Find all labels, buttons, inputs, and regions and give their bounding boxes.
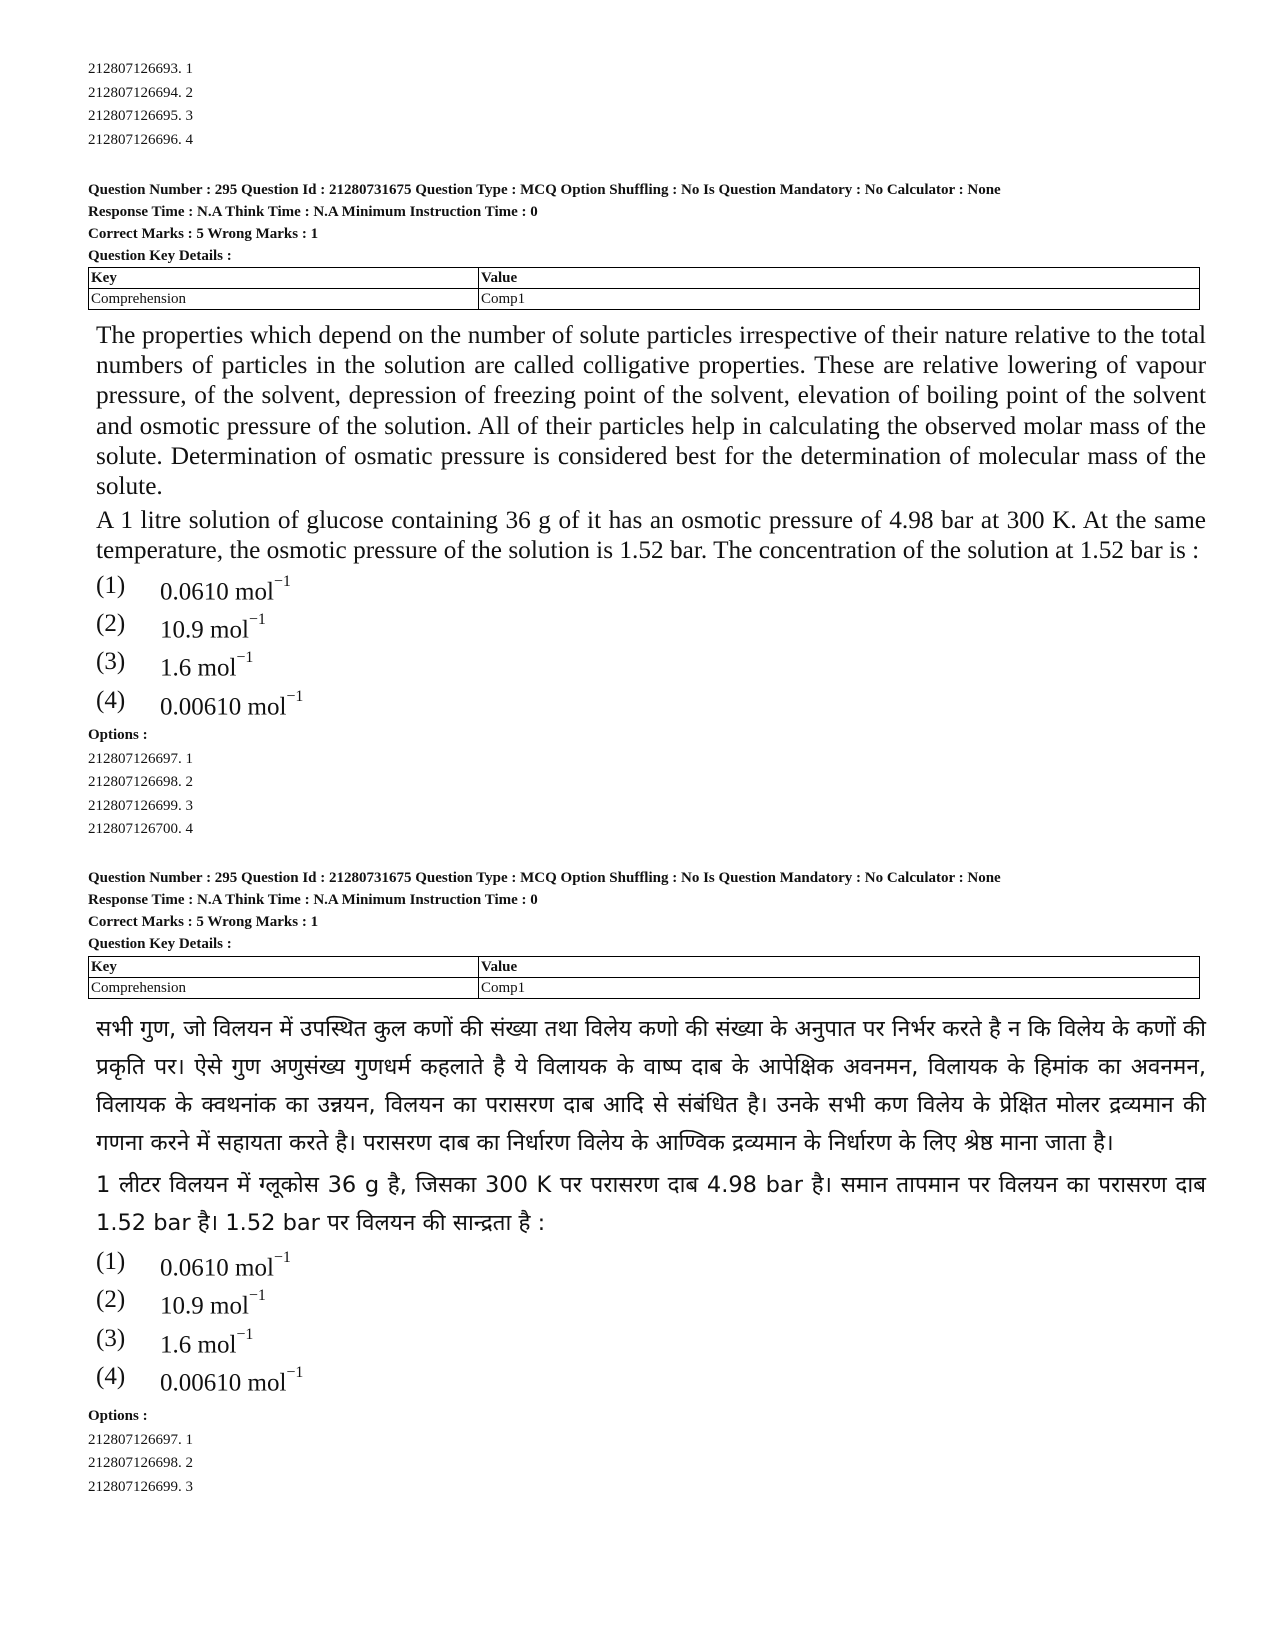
table-cell-key: Comprehension [89,978,479,999]
table-cell-value: Comp1 [479,978,1200,999]
table-row [89,978,1200,999]
passage-paragraph: The properties which depend on the number of solute particles irrespective of their nature relative to the total numbers of particles in the solution are called colligative properties. These are relative lowering of vapour pressure, of the solvent, depression of freezing point of the solvent, elevation of boiling point of the solvent and osmotic pressure of the solution. All of their particles help in calculating the observed molar mass of the solute. Determination of osmatic pressure is considered best for the determination of molecular mass of the solute. [96,321,1206,501]
table-cell-value: Comp1 [479,289,1200,310]
option-item: 212807126696. 4 [88,131,193,148]
question-stem: A 1 litre solution of glucose containing 36 g of it has an osmotic pressure of 4.98 bar at 300 K. At the same temperature, the osmotic pressure of the solution is 1.52 bar. The concentration of the solution at 1.52 bar is : [96,506,1206,565]
answer-choices [96,570,1206,723]
table-header-row [89,957,1200,978]
answer-choice [96,1246,1206,1284]
key-details-label: Question Key Details : [88,936,232,952]
option-item: 212807126699. 3 [88,1478,193,1495]
choice-text: 0.0610 mol$^{-1}$ [160,572,291,605]
question-meta-line2: Response Time : N.A Think Time : N.A Minimum Instruction Time : 0 [88,892,538,908]
answer-choice [96,1323,1206,1361]
question-2-meta [88,868,1188,956]
option-item: 212807126693. 1 [88,61,193,77]
question-stem: 1 लीटर विलयन में ग्लूकोस 36 g है, जिसका 300 K पर परासरण दाब 4.98 bar है। समान तापमान पर विलयन का परासरण दाब 1.52 bar है। 1.52 bar पर विलयन की सान्द्रता है : [96,1172,1206,1236]
option-item: 212807126695. 3 [88,108,193,124]
answer-choices [96,1246,1206,1399]
option-item: 212807126697. 1 [88,1431,193,1448]
question-meta-line1: Question Number : 295 Question Id : 21280731675 Question Type : MCQ Option Shuffling : No Is Question Mandatory : No Calculator : None [88,870,1001,886]
option-item: 212807126697. 1 [88,750,193,767]
options-label: Options : [88,727,148,743]
option-item: 212807126694. 2 [88,84,193,101]
table-cell-key: Comprehension [89,289,479,310]
question-meta-line2: Response Time : N.A Think Time : N.A Minimum Instruction Time : 0 [88,204,538,220]
options-label: Options : [88,1408,148,1424]
table-header-value: Value [479,957,1200,978]
key-details-label: Question Key Details : [88,248,232,264]
choice-text: 0.0610 mol$^{-1}$ [160,1249,291,1282]
choice-number: (2) [96,609,126,637]
choice-text: 0.00610 mol$^{-1}$ [160,687,304,720]
option-item: 212807126699. 3 [88,797,193,814]
table-header-key: Key [89,268,479,289]
choice-text: 10.9 mol$^{-1}$ [160,1287,266,1320]
table-header-value: Value [479,268,1200,289]
choice-text: 1.6 mol$^{-1}$ [160,1325,254,1358]
question-meta-line1: Question Number : 295 Question Id : 21280731675 Question Type : MCQ Option Shuffling : No Is Question Mandatory : No Calculator : None [88,182,1001,198]
answer-choice [96,1361,1206,1399]
choice-text: 0.00610 mol$^{-1}$ [160,1363,304,1397]
choice-number: (2) [96,1286,126,1314]
answer-choice [96,646,1206,684]
question-1-passage [96,320,1206,723]
choice-text: 1.6 mol$^{-1}$ [160,649,254,682]
choice-number: (1) [96,571,126,599]
question-2-passage [96,1010,1206,1399]
option-item: 212807126700. 4 [88,821,193,837]
top-options-list [88,58,193,152]
choice-number: (4) [96,1362,126,1390]
answer-choice [96,608,1206,646]
question-marks: Correct Marks : 5 Wrong Marks : 1 [88,914,319,930]
question-marks: Correct Marks : 5 Wrong Marks : 1 [88,226,319,242]
option-item: 212807126698. 2 [88,1455,193,1471]
choice-number: (4) [96,686,126,714]
choice-text: 10.9 mol$^{-1}$ [160,610,266,644]
table-row [89,289,1200,310]
question-2-options [88,1405,193,1499]
table-header-row [89,268,1200,289]
answer-choice [96,1284,1206,1322]
question-2-key-table [88,956,1200,999]
answer-choice [96,570,1206,608]
choice-number: (3) [96,648,126,676]
option-item: 212807126698. 2 [88,774,193,790]
passage-paragraph: सभी गुण, जो विलयन में उपस्थित कुल कणों की संख्या तथा विलेय कणो की संख्या के अनुपात पर निर्भर करते है न कि विलेय के कणों की प्रकृति पर। ऐसे गुण अणुसंख्य गुणधर्म कहलाते है ये विलायक के वाष्प दाब के आपेक्षिक अवनमन, विलायक के हिमांक का अवनमन, विलायक के क्वथनांक का उन्नयन, विलयन का परासरण दाब आदि से संबंधित है। उनके सभी कण विलेय के प्रेक्षित मोलर द्रव्यमान की गणना करने में सहायता करते है। परासरण दाब का निर्धारण विलेय के आण्विक द्रव्यमान के निर्धारण के लिए श्रेष्ठ माना जाता है। [96,1016,1206,1156]
table-header-key: Key [89,957,479,978]
choice-number: (3) [96,1324,126,1352]
question-1-options [88,724,193,842]
choice-number: (1) [96,1248,126,1275]
question-1-meta [88,180,1188,268]
answer-choice [96,685,1206,723]
question-1-key-table [88,267,1200,310]
